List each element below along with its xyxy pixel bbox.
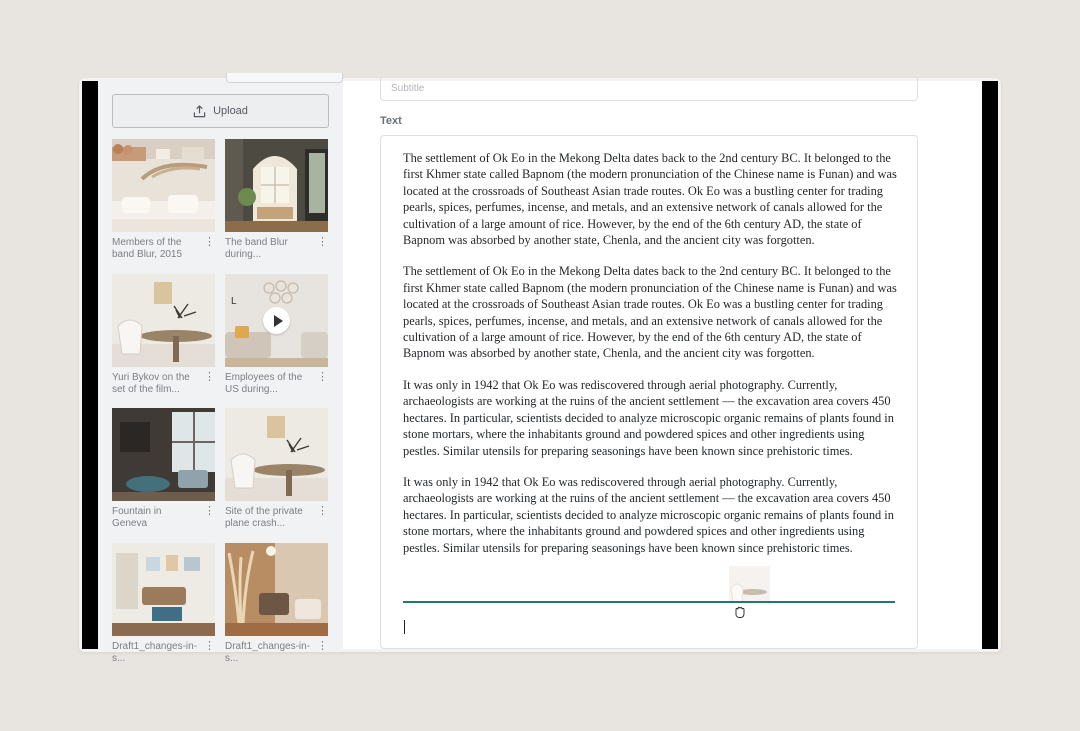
- media-sidebar: [98, 81, 343, 664]
- kebab-menu-icon[interactable]: ⋮: [204, 640, 215, 652]
- kebab-menu-icon[interactable]: ⋮: [204, 371, 215, 383]
- caption-text: Employees of the US during...: [225, 372, 303, 395]
- media-card[interactable]: [225, 139, 328, 261]
- media-caption: [112, 641, 215, 665]
- media-card[interactable]: [112, 274, 215, 396]
- media-thumbnail[interactable]: [225, 139, 328, 232]
- media-card[interactable]: [112, 543, 215, 665]
- kebab-menu-icon[interactable]: ⋮: [204, 505, 215, 517]
- svg-text:L: L: [231, 296, 237, 307]
- dark-living-image: [112, 408, 215, 501]
- text-editor[interactable]: [380, 135, 918, 649]
- media-caption: [225, 372, 328, 396]
- editor-panel: [343, 81, 982, 649]
- text-field-label: Text: [380, 115, 402, 127]
- media-card[interactable]: [225, 408, 328, 530]
- upload-icon: [193, 105, 206, 118]
- caption-text: Members of the band Blur, 2015: [112, 237, 183, 260]
- drop-indicator: [403, 601, 895, 603]
- media-caption: [225, 237, 328, 261]
- paragraph[interactable]: The settlement of Ok Eo in the Mekong Delta dates back to the 2nd century BC. It belonged to the first Khmer state called Bapnom (the modern pronunciation of the Chinese name is Funan) and was located at the crossroads of Southeast Asian trade routes. Ok Eo was a bustling center for trading pearls, spices, perfumes, incense, and metals, and an extensive network of canals allowed for the cultivation of a large amount of rice. However, by the end of the 6th century AD, the state of Bapnom was absorbed by another state, Chenla, and the ancient city was forgotten.: [403, 264, 897, 361]
- subtitle-input[interactable]: [380, 77, 918, 101]
- sidebar-top-field[interactable]: [226, 73, 343, 83]
- media-card[interactable]: [225, 543, 328, 665]
- play-icon[interactable]: [263, 307, 290, 334]
- media-caption: [225, 506, 328, 530]
- media-thumbnail[interactable]: [225, 274, 328, 367]
- paragraph[interactable]: The settlement of Ok Eo in the Mekong Delta dates back to the 2nd century BC. It belonged to the first Khmer state called Bapnom (the modern pronunciation of the Chinese name is Funan) and was located at the crossroads of Southeast Asian trade routes. Ok Eo was a bustling center for trading pearls, spices, perfumes, incense, and metals, and an extensive network of canals allowed for the cultivation of a large amount of rice. However, by the end of the 6th century AD, the state of Bapnom was absorbed by another state, Chenla, and the ancient city was forgotten.: [403, 151, 897, 248]
- media-thumbnail[interactable]: [112, 274, 215, 367]
- media-card[interactable]: [225, 274, 328, 396]
- media-thumbnail[interactable]: [112, 139, 215, 232]
- upload-button[interactable]: [112, 94, 329, 128]
- caption-text: Yuri Bykov on the set of the film...: [112, 372, 190, 395]
- grab-hand-icon: [733, 605, 747, 619]
- pampas-room-image: [225, 543, 328, 636]
- media-card[interactable]: [112, 139, 215, 261]
- caption-text: Draft1_changes-in-s...: [112, 641, 198, 664]
- paragraph-list: [403, 150, 898, 571]
- paragraph[interactable]: It was only in 1942 that Ok Eo was rediscovered through aerial photography. Currently, archaeologists are working at the ruins of the ancient settlement — the excavation area covers 450 hectares. In particular, scientists decided to analyze microscopic organic remains of plants found in stone mortars, where the inhabitants ground and powdered spices and other ingredients using pestles. Similar utensils for preparing seasonings have been known since prehistoric times.: [403, 474, 894, 555]
- caption-text: Fountain in Geneva: [112, 506, 162, 529]
- paragraph[interactable]: It was only in 1942 that Ok Eo was rediscovered through aerial photography. Currently, archaeologists are working at the ruins of the ancient settlement — the excavation area covers 450 hectares. In particular, scientists decided to analyze microscopic organic remains of plants found in stone mortars, where the inhabitants ground and powdered spices and other ingredients using pestles. Similar utensils for preparing seasonings have been known since prehistoric times.: [403, 377, 894, 458]
- drag-preview-image: [729, 566, 770, 604]
- kebab-menu-icon[interactable]: ⋮: [204, 236, 215, 248]
- dining-image: [225, 408, 328, 501]
- media-card[interactable]: [112, 408, 215, 530]
- media-caption: [112, 372, 215, 396]
- upload-label: Upload: [213, 105, 248, 117]
- media-thumbnail[interactable]: [225, 543, 328, 636]
- media-caption: [112, 237, 215, 261]
- text-cursor: [404, 620, 405, 634]
- media-thumbnail[interactable]: [225, 408, 328, 501]
- media-thumbnail[interactable]: [112, 408, 215, 501]
- subtitle-placeholder: Subtitle: [391, 83, 425, 94]
- media-caption: [225, 641, 328, 665]
- study-image: [112, 543, 215, 636]
- caption-text: The band Blur during...: [225, 237, 288, 260]
- caption-text: Draft1_changes-in-s...: [225, 641, 311, 664]
- caption-text: Site of the private plane crash...: [225, 506, 303, 529]
- kebab-menu-icon[interactable]: ⋮: [317, 640, 328, 652]
- kebab-menu-icon[interactable]: ⋮: [317, 505, 328, 517]
- bedroom-image: [112, 139, 215, 232]
- app-frame: [82, 81, 998, 664]
- media-caption: [112, 506, 215, 530]
- media-thumbnail[interactable]: [112, 543, 215, 636]
- dining-image: [112, 274, 215, 367]
- kebab-menu-icon[interactable]: ⋮: [317, 236, 328, 248]
- kebab-menu-icon[interactable]: ⋮: [317, 371, 328, 383]
- arch-room-image: [225, 139, 328, 232]
